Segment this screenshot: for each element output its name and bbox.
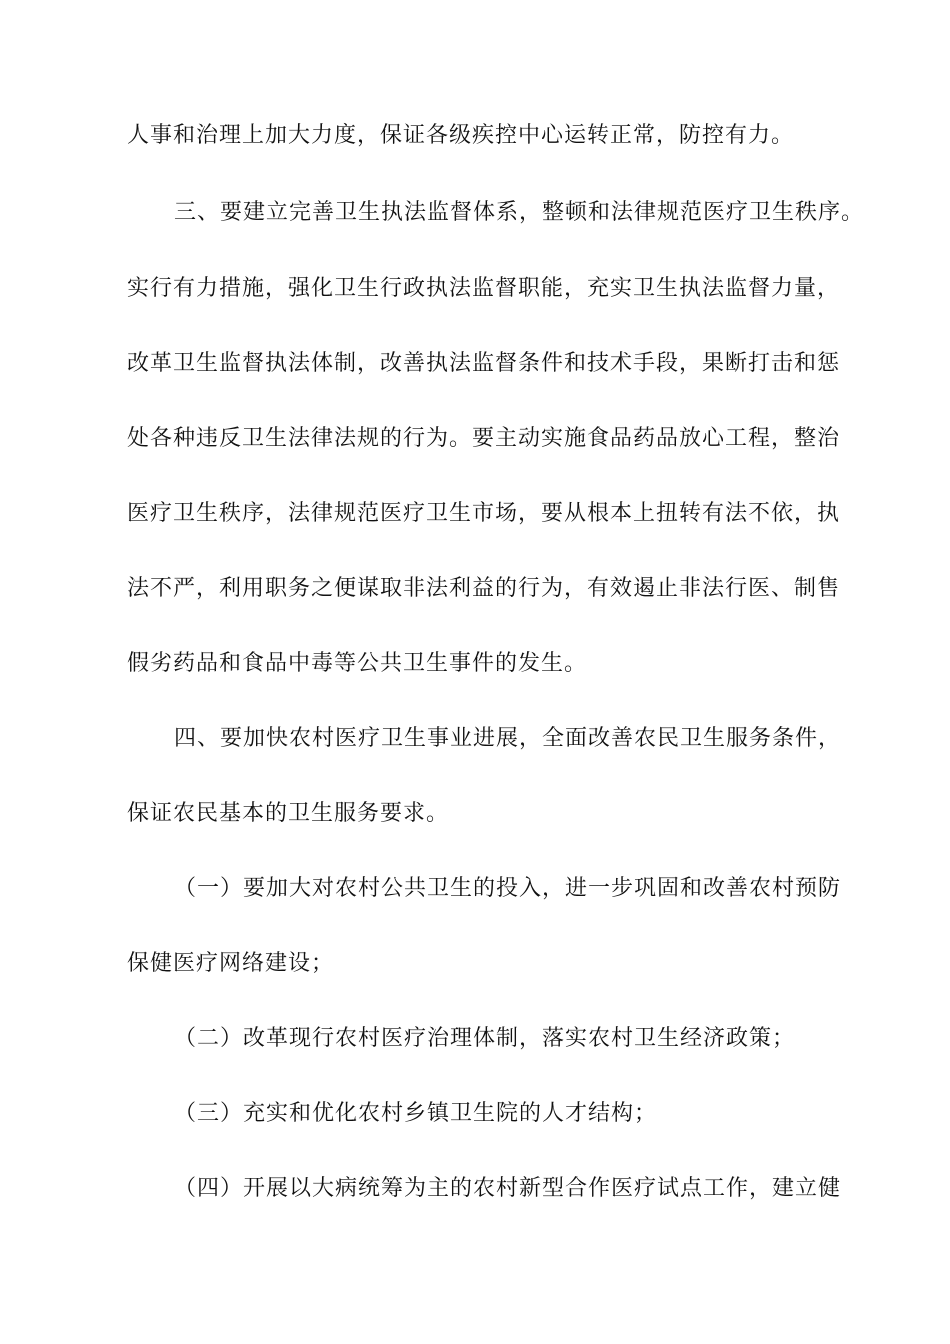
text-line: 假劣药品和食品中毒等公共卫生事件的发生。 — [127, 651, 588, 676]
text-line: 保证农民基本的卫生服务要求。 — [127, 801, 450, 826]
text-line: 保健医疗网络建设； — [127, 951, 335, 976]
text-line: 实行有力措施，强化卫生行政执法监督职能，充实卫生执法监督力量， — [127, 276, 841, 301]
text-line: 改革卫生监督执法体制，改善执法监督条件和技术手段，果断打击和惩 — [127, 351, 841, 376]
text-line: 人事和治理上加大力度，保证各级疾控中心运转正常，防控有力。 — [127, 123, 795, 148]
text-line: 法不严，利用职务之便谋取非法利益的行为，有效遏止非法行医、制售 — [127, 576, 841, 601]
text-line: 医疗卫生秩序，法律规范医疗卫生市场，要从根本上扭转有法不依，执 — [127, 501, 841, 526]
section-heading-4: 四、要加快农村医疗卫生事业进展，全面改善农民卫生服务条件， — [174, 726, 842, 751]
list-item-4: （四）开展以大病统筹为主的农村新型合作医疗试点工作，建立健 — [174, 1176, 842, 1201]
text-line: 处各种违反卫生法律法规的行为。要主动实施食品药品放心工程，整治 — [127, 426, 841, 451]
list-item-2: （二）改革现行农村医疗治理体制，落实农村卫生经济政策； — [174, 1026, 796, 1051]
list-item-3: （三）充实和优化农村乡镇卫生院的人才结构； — [174, 1101, 658, 1126]
section-heading-3: 三、要建立完善卫生执法监督体系，整顿和法律规范医疗卫生秩序。 — [174, 200, 865, 225]
list-item-1: （一）要加大对农村公共卫生的投入，进一步巩固和改善农村预防 — [174, 876, 842, 901]
